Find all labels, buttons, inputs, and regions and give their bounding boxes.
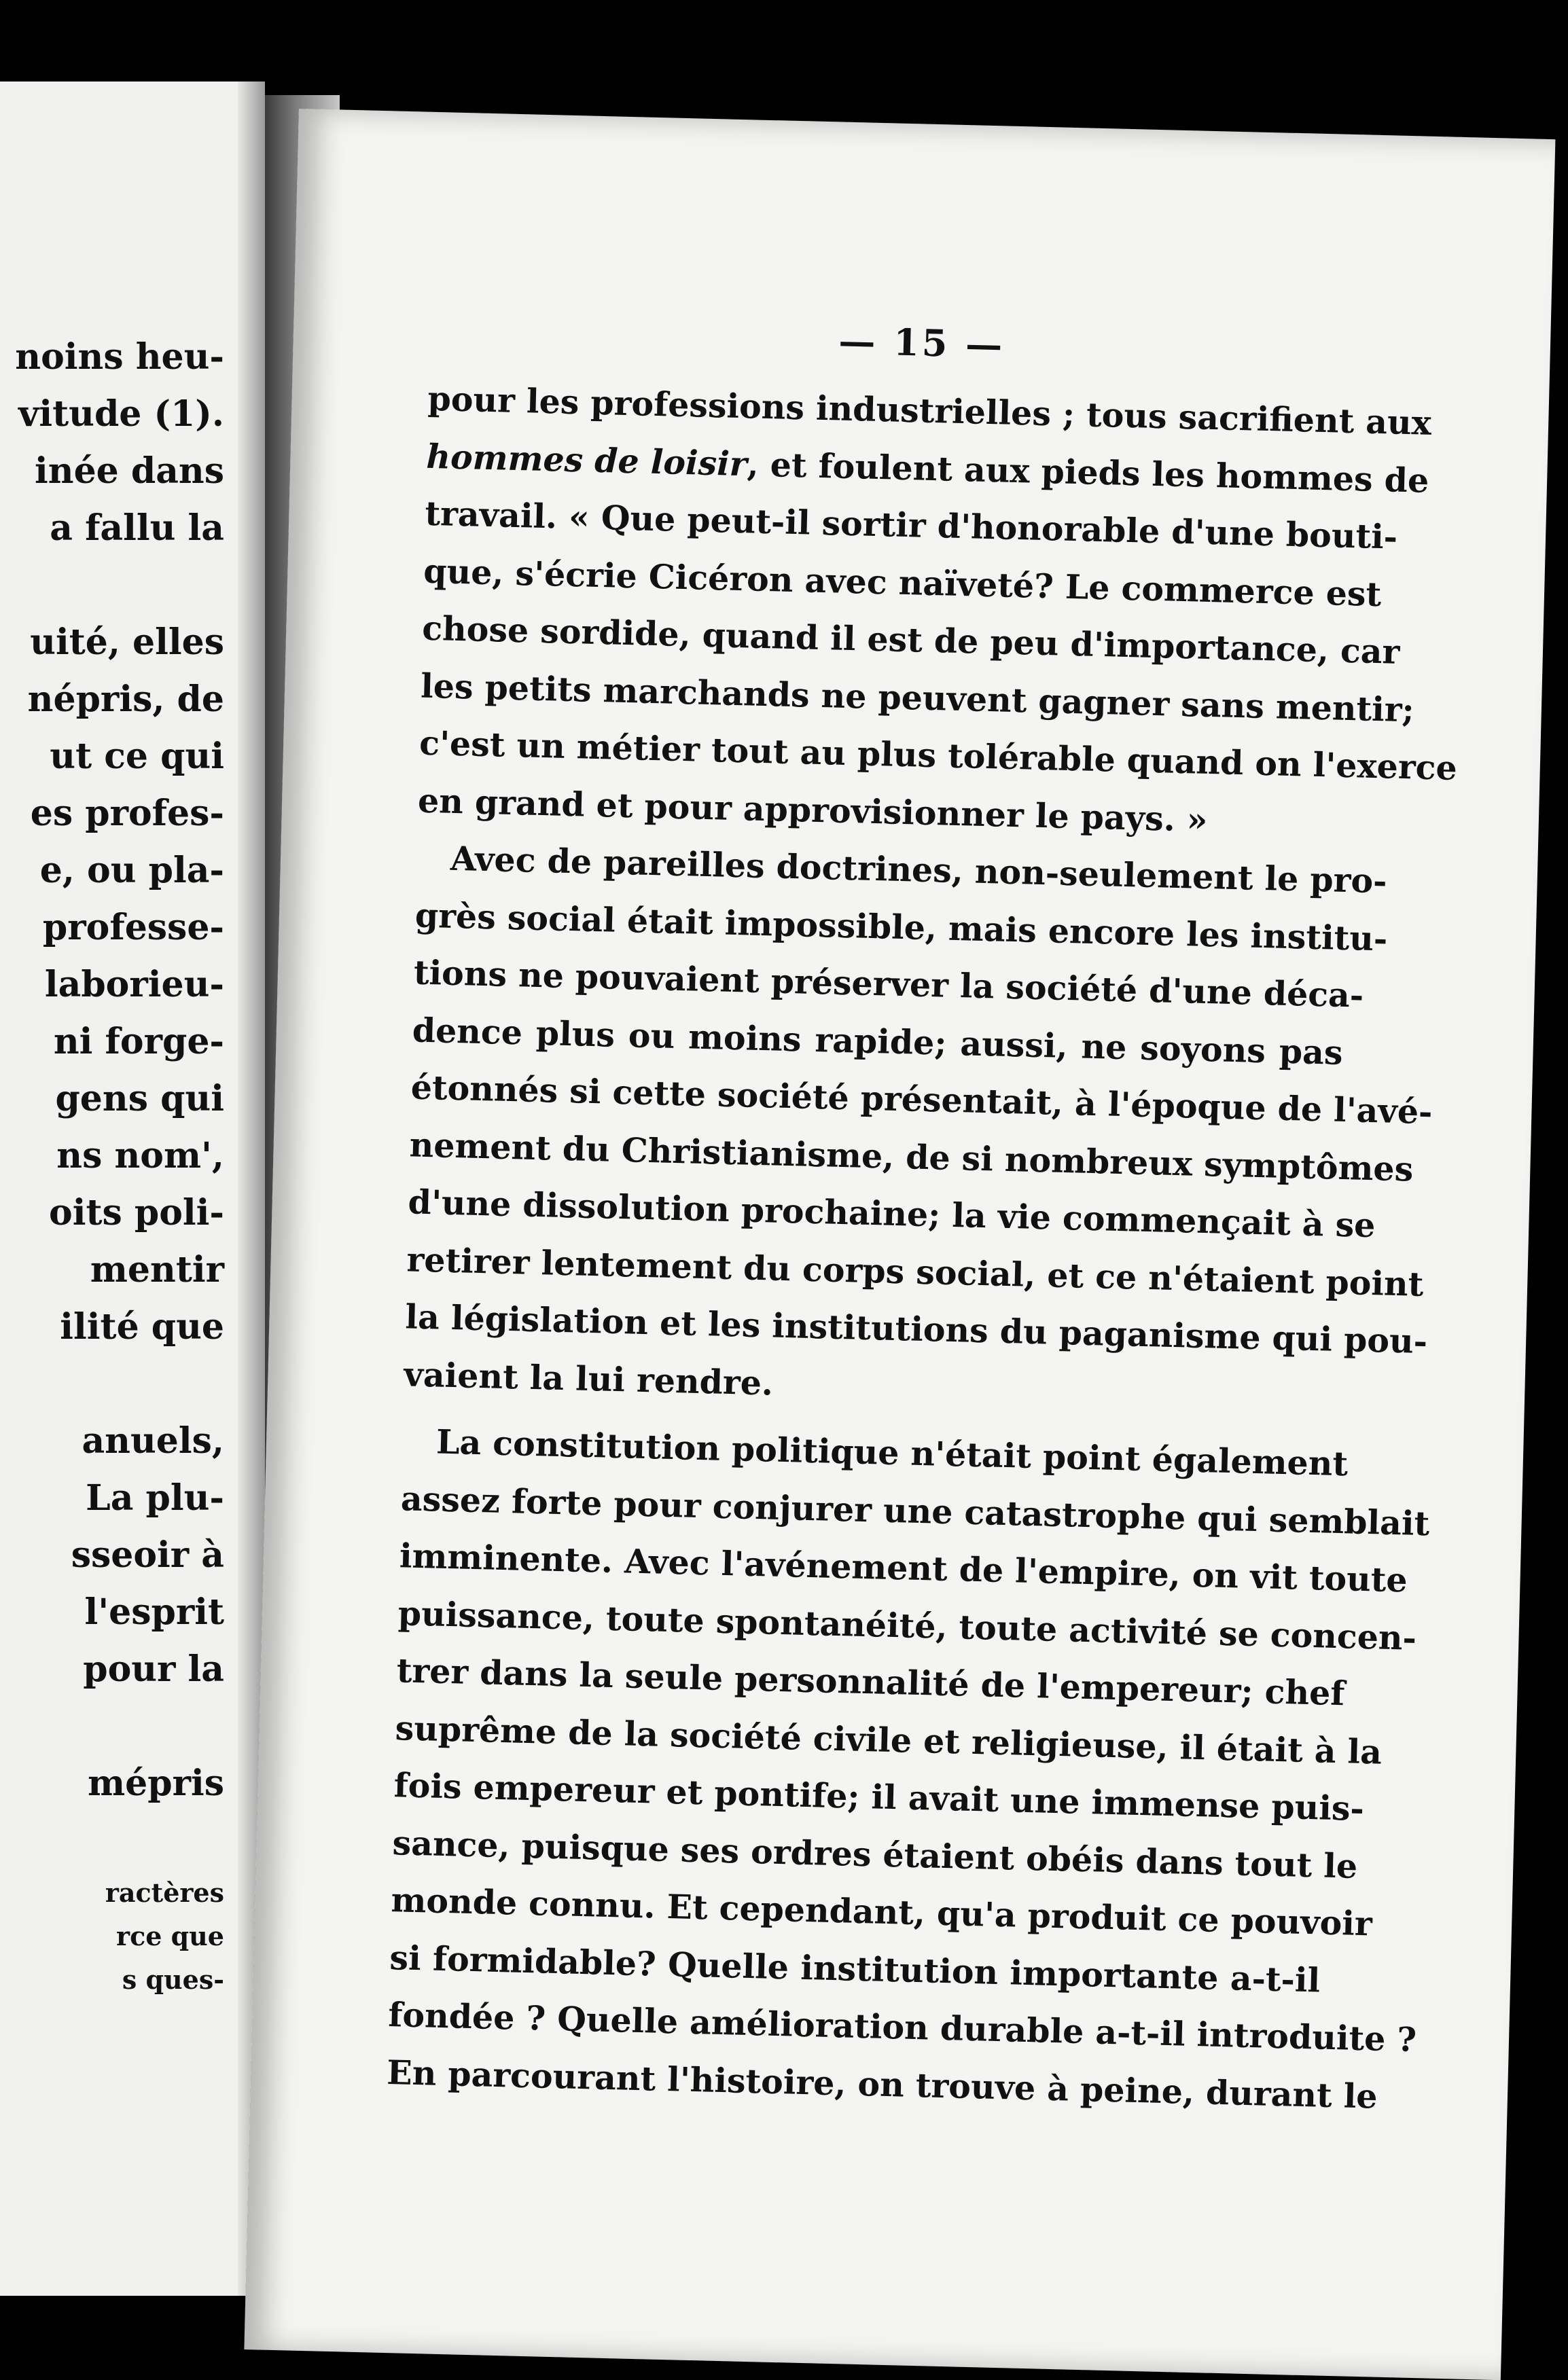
text-run: travail. « Que peut-il sortir d'honorable d'une bouti-: [424, 493, 1398, 557]
text-run: pour les professions industrielles ; tous sacrifient aux: [427, 378, 1432, 443]
previous-page-line: mépris: [88, 1763, 224, 1804]
previous-page-line: gens qui: [55, 1078, 224, 1119]
previous-page-line: La plu-: [86, 1477, 224, 1519]
text-run: dence plus ou moins rapide; aussi, ne soyons pas: [412, 1009, 1344, 1072]
previous-page-line: oits poli-: [49, 1192, 224, 1233]
previous-page-line: uité, elles: [30, 621, 224, 663]
text-run: d'une dissolution prochaine; la vie commençait à se: [408, 1182, 1376, 1246]
text-run: c'est un métier tout au plus tolérable quand on l'exerce: [418, 723, 1458, 788]
text-run: trer dans la seule personnalité de l'empereur; chef: [396, 1651, 1346, 1714]
text-run: suprême de la société civile et religieuse, il était à la: [395, 1708, 1383, 1772]
text-run: retirer lentement du corps social, et ce n'étaient point: [406, 1239, 1425, 1304]
text-run: tions ne pouvaient préserver la société d'une déca-: [413, 952, 1364, 1015]
previous-page-line: ut ce qui: [50, 736, 224, 777]
previous-page-line: inée dans: [35, 450, 224, 492]
text-run: les petits marchands ne peuvent gagner sans mentir;: [420, 666, 1415, 729]
text-run: fois empereur et pontife; il avait une immense puis-: [393, 1765, 1365, 1829]
previous-page-line: laborieu-: [44, 964, 224, 1005]
previous-page-line: anuels,: [82, 1420, 224, 1462]
text-run: imminente. Avec l'avénement de l'empire, on vit toute: [399, 1536, 1408, 1600]
previous-page-line: l'esprit: [84, 1591, 224, 1633]
text-run: si formidable? Quelle institution importante a-t-il: [389, 1937, 1321, 2000]
text-run: la législation et les institutions du paganisme qui pou-: [404, 1297, 1428, 1362]
previous-page-line: pour la: [83, 1648, 224, 1690]
text-run: Avec de pareilles doctrines, non-seulement le pro-: [450, 838, 1388, 901]
text-run: nement du Christianisme, de si nombreux symptômes: [409, 1124, 1414, 1189]
page-number: — 15 —: [838, 319, 1005, 367]
text-run: que, s'écrie Cicéron avec naïveté? Le commerce est: [423, 551, 1382, 614]
text-run: assez forte pour conjurer une catastrophe qui semblait: [400, 1478, 1430, 1543]
text-run: grès social était impossible, mais encore les institu-: [414, 895, 1388, 959]
text-run: , et foulent aux pieds les hommes de: [746, 444, 1429, 501]
italic-text: hommes de loisir: [425, 436, 748, 484]
text-run: étonnés si cette société présentait, à l'époque de l'avé-: [410, 1067, 1433, 1132]
previous-page-line: a fallu la: [50, 507, 224, 549]
text-run: en grand et pour approvisionner le pays. »: [417, 780, 1209, 840]
previous-page-line: ractères: [105, 1877, 224, 1908]
text-run: La constitution politique n'était point également: [435, 1422, 1349, 1484]
previous-page-line: noins heu-: [15, 336, 224, 378]
previous-page-line: ilité que: [60, 1306, 224, 1348]
text-run: puissance, toute spontanéité, toute activité se concen-: [397, 1593, 1417, 1658]
previous-page-line: vitude (1).: [18, 393, 224, 435]
text-run: monde connu. Et cependant, qu'a produit ce pouvoir: [390, 1880, 1373, 1944]
previous-page-line: népris, de: [27, 679, 224, 720]
previous-page-line: sseoir à: [71, 1534, 224, 1576]
text-run: vaient la lui rendre.: [403, 1354, 774, 1403]
previous-page-line: rce que: [116, 1921, 224, 1951]
previous-page-line: ni forge-: [53, 1021, 224, 1062]
current-page: [244, 109, 1555, 2380]
text-run: fondée ? Quelle amélioration durable a-t-il introduite ?: [387, 1995, 1417, 2060]
previous-page-line: ns nom',: [56, 1135, 224, 1176]
body-text: [386, 370, 1458, 2124]
previous-page-line: professe-: [42, 907, 224, 948]
previous-page-line: s ques-: [122, 1964, 224, 1995]
text-run: En parcourant l'histoire, on trouve à peine, durant le: [386, 2052, 1378, 2116]
previous-page-fragment: [0, 82, 265, 2296]
previous-page-line: e, ou pla-: [39, 850, 224, 891]
previous-page-line: es profes-: [30, 793, 224, 834]
text-run: sance, puisque ses ordres étaient obéis dans tout le: [391, 1822, 1358, 1886]
text-run: chose sordide, quand il est de peu d'importance, car: [421, 608, 1401, 672]
previous-page-line: mentir: [90, 1249, 224, 1291]
